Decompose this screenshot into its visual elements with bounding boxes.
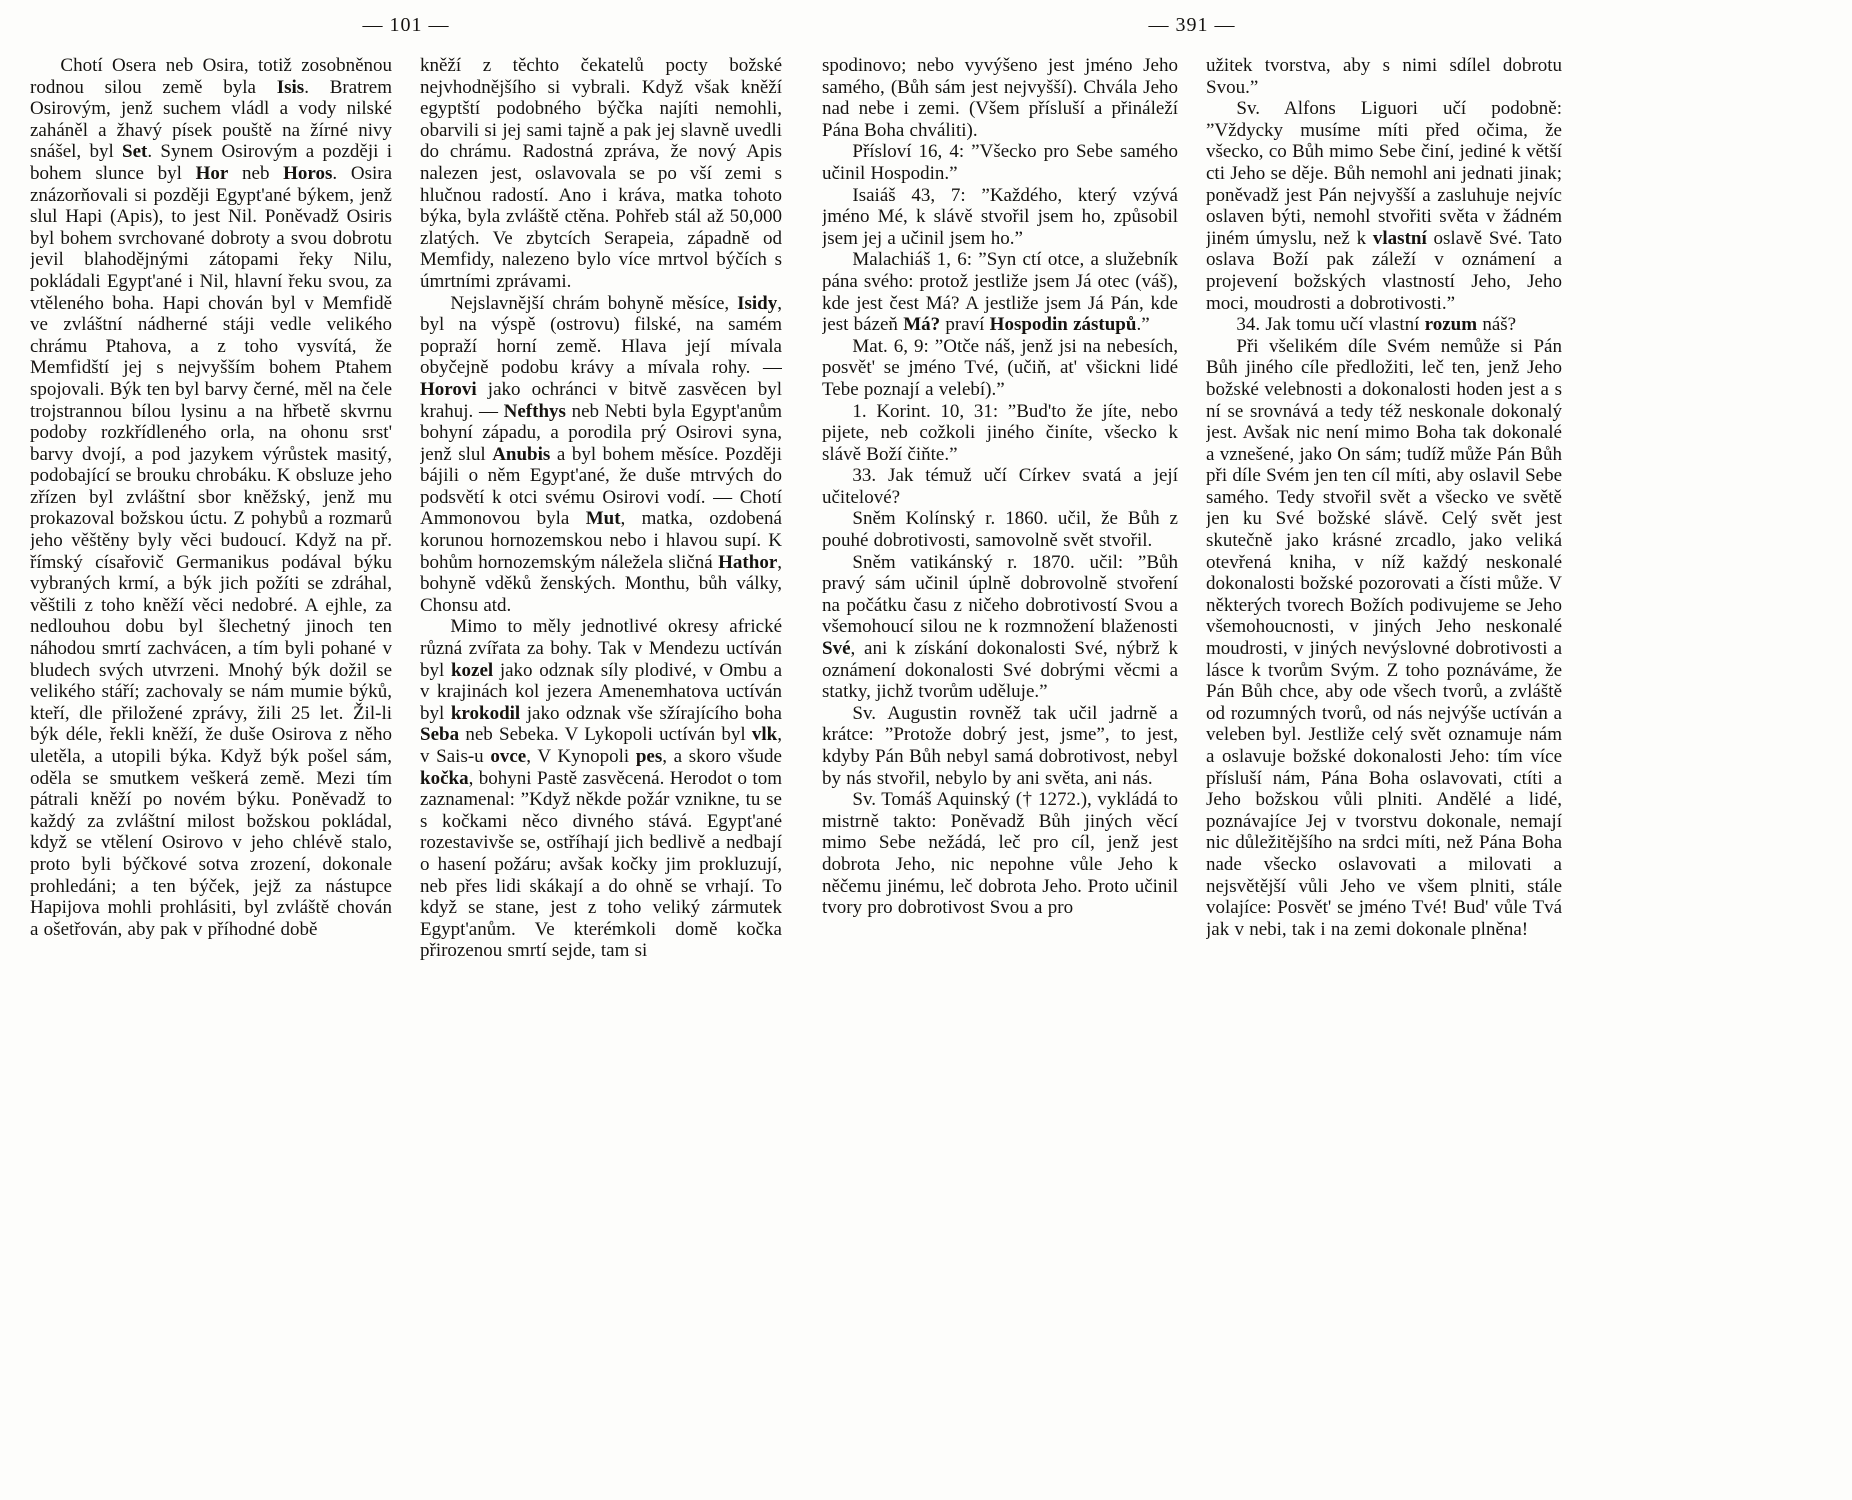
page-101 <box>30 14 782 1240</box>
paragraph: kněží z těchto čekatelů pocty božské nejvhodnějšího si vybrali. Když však kněží egyptští podobného býčka najíti nemohli, obarvili si jej sami tajně a pak jej slavně uvedli do chrámu. Radostná zpráva, že nový Apis nalezen jest, oslavovala se po vší zemi s hlučnou radostí. Ano i kráva, matka tohoto býka, byla zvláště ctěna. Pohřeb stál až 50,000 zlatých. Ve zbytcích Serapeia, západně od Memfidy, nalezeno bylo více mrtvol býčích s úmrtními zprávami. <box>420 55 782 292</box>
paragraph: 1. Korint. 10, 31: ”Bud'to že jíte, nebo pijete, neb cožkoli jiného činíte, všecko k slávě Boží čiňte.” <box>822 400 1178 465</box>
page-101-columns <box>30 55 782 1240</box>
paragraph: Sv. Alfons Liguori učí podobně: ”Vždycky musíme míti před očima, že všecko, co Bůh mimo Sebe činí, jediné k větší cti Jeho se děje. Bůh nemohl ani jednati jinak; poněvadž jest Pán nejvyšší a zasluhuje nejvíc oslaven býti, nemohl stvořiti světa v žádném jiném úmyslu, než k vlastní oslavě Své. Tato oslava Boží pak záleží v oznámení a projevení božských vlastností Jeho, Jeho moci, moudrosti a dobrotivosti.” <box>1206 98 1562 314</box>
paragraph: Sv. Tomáš Aquinský († 1272.), vykládá to mistrně takto: Poněvadž Bůh jiných věcí mimo Sebe nežádá, leč pro cíl, jenž jest dobrota Jeho, nic nepohne vůle Jeho k něčemu jinému, leč dobrota Jeho. Proto učinil tvory pro dobrotivost Svou a pro <box>822 789 1178 919</box>
page-number-right: — 391 — <box>1148 14 1236 36</box>
paragraph: Přísloví 16, 4: ”Všecko pro Sebe samého učinil Hospodin.” <box>822 141 1178 184</box>
paragraph: Chotí Osera neb Osira, totiž zosobněnou rodnou silou země byla Isis. Bratrem Osirovým, jenž suchem vládl a vody nilské zaháněl a žhavý písek pouště na žírné nivy snášel, byl Set. Synem Osirovým a později i bohem slunce byl Hor neb Horos. Osira znázorňovali si později Egypt'ané býkem, jenž slul Hapi (Apis), to jest Nil. Poněvadž Osiris byl bohem svrchované dobroty a svou dobrotu jevil blahodějnými zátopami řeky Nilu, pokládali Egypt'ané i Nil, hlavní řeku svou, za vtěleného boha. Hapi chován byl v Memfidě ve zvláštní nádherné stáji vedle velikého chrámu Ptahova, a z toho vysvítá, že Memfidští jej s nejvyšším bohem Ptahem spojovali. Býk ten byl barvy černé, měl na čele trojstrannou bílou lysinu a na hřbetě skvrnu podoby rozkřídleného orla, na ohonu srst' barvy dvojí, a pod jazykem výrůstek masitý, podobající se brouku chrobáku. K obsluze jeho zřízen byl zvláštní sbor kněžský, jenž mu prokazoval božskou úctu. Z pohybů a rozmarů jeho věštěny byly věci budoucí. Když na př. římský císařovič Germanikus podával býku vybraných krmí, a býk jich požíti se zdráhal, věštili z toho kněží věci nedobré. A ejhle, za nedlouhou dobu byl šlechetný jinoch ten náhodou smrtí zachvácen, a tím byli pohané v bludech svých utvrzeni. Mnohý býk dožil se velikého stáří; zachovaly se nám mumie býků, kteří, dle přiložené zprávy, žili 25 let. Žil-li býk déle, řekli kněží, že duše Osirova z něho uletěla, a utopili býka. Když býk pošel sám, oděla se smutkem veškerá země. Mezi tím pátrali kněží po novém býku. Poněvadž to každý za zvláštní milost božskou pokládal, když se vtělení Osirovo v jeho chlévě stalo, proto byli býčkové sotva zrození, dokonale prohledáni; a ten býček, jejž za nástupce Hapijova mohli prohlásiti, byl zvláště chován a ošetřován, aby pak v příhodné době <box>30 55 392 940</box>
page-number-left: — 101 — <box>362 14 450 36</box>
paragraph: Sněm Kolínský r. 1860. učil, že Bůh z pouhé dobrotivosti, samovolně svět stvořil. <box>822 508 1178 552</box>
page-101-column-1 <box>30 55 392 1240</box>
paragraph: užitek tvorstva, aby s nimi sdílel dobrotu Svou.” <box>1206 55 1562 98</box>
page-391-column-2 <box>1206 55 1562 1240</box>
page-391-column-1 <box>822 55 1178 1240</box>
paragraph: spodinovo; nebo vyvýšeno jest jméno Jeho samého, (Bůh sám jest nejvyšší). Chvála Jeho nad nebe i zemi. (Všem přísluší a přináleží Pána Boha chváliti). <box>822 55 1178 141</box>
page-391 <box>822 14 1562 1240</box>
paragraph: Sněm vatikánský r. 1870. učil: ”Bůh pravý sám učinil úplně dobrovolně stvoření na počátku času z ničeho dobrotivostí Svou a všemohoucí silou ne k rozmnožení blaženosti Své, ani k získání dokonalosti Své, nýbrž k oznámení dokonalosti Své dobrými věcmi a statky, jichž tvorům uděluje.” <box>822 551 1178 703</box>
paragraph: 34. Jak tomu učí vlastní rozum náš? <box>1236 314 1517 336</box>
page-101-column-2 <box>420 55 782 1240</box>
paragraph: 33. Jak témuž učí Církev svatá a její učitelové? <box>822 465 1178 508</box>
paragraph: Při všelikém díle Svém nemůže si Pán Bůh jiného cíle předložiti, leč ten, jenž Jeho božské velebnosti a dokonalosti hoden jest a s ní se srovnává a tedy též neskonale dokonalý jest. Avšak nic není mimo Boha tak dokonalé a vznešené, jako On sám; tudíž může Pán Bůh při díle Svém jen ten cíl míti, aby oslavil Sebe samého. Tedy stvořil svět a všecko ve světě jen ku Své božské slávě. Celý svět jest skutečně jako krásné zrcadlo, jako veliká otevřená kniha, v níž každý neskonalé dokonalosti božské pozorovati a čísti může. V některých tvorech Božích podivujeme se Jeho všemohoucnosti, v jiných Jeho neskonalé moudrosti, v jiných nevýslovné dobrotivosti a lásce k tvorům Svým. Z toho poznáváme, že Pán Bůh chce, aby ode všech tvorů, a zvláště od rozumných tvorů, od nás nejvýše uctíván a veleben byl. Jestliže celý svět oznamuje nám a oslavuje božské dokonalosti Jeho: tím více přísluší nám, Pána Boha oslavovati, ctíti a Jeho božskou vůli plniti. Andělé a lidé, poznávajíce Jej v tvorstvu dokonale, nemají nic důležitějšího na srdci míti, než Pána Boha nade všecko oslavovati a milovati a nejsvětější vůli Jeho ve všem plniti, stále volajíce: Posvět' se jméno Tvé! Bud' vůle Tvá jak v nebi, tak i na zemi dokonale plněna! <box>1206 335 1562 940</box>
paragraph: Mimo to měly jednotlivé okresy africké různá zvířata za bohy. Tak v Mendezu uctíván byl kozel jako odznak síly plodivé, v Ombu a v krajinách kol jezera Amenemhatova uctíván byl krokodil jako odznak vše sžírajícího boha Seba neb Sebeka. V Lykopoli uctíván byl vlk, v Sais-u ovce, V Kynopoli pes, a skoro všude kočka, bohyni Pastě zasvěcená. Herodot o tom zaznamenal: ”Když někde požár vznikne, tu se s kočkami něco divného stává. Egypt'ané rozestavivše se, ostříhají jich bedlivě a nedbají o hasení požáru; avšak kočky jim prokluzují, neb přes lidi skákají a do ohně se vrhají. To když se stane, jest z toho veliký zármutek Egypt'anům. Ve kterémkoli domě kočka přirozenou smrtí sejde, tam si <box>420 616 782 962</box>
paragraph: Nejslavnější chrám bohyně měsíce, Isidy, byl na výspě (ostrovu) filské, na samém popraží horní země. Hlava její mívala obyčejně podobu krávy a mívala rohy. — Horovi jako ochránci v bitvě zasvěcen byl krahuj. — Nefthys neb Nebti byla Egypt'anům bohyní západu, a porodila prý Osirovi syna, jenž slul Anubis a byl bohem měsíce. Později bájili o něm Egypt'ané, že duše mtrvých do podsvětí k otci svému Osirovi vodí. — Chotí Ammonovou byla Mut, matka, ozdobená korunou hornozemskou nebo i hlavou supí. K bohům hornozemským náležela sličná Hathor, bohyně vděků ženských. Monthu, bůh války, Chonsu atd. <box>420 292 782 616</box>
paragraph: Sv. Augustin rovněž tak učil jadrně a krátce: ”Protože dobrý jest, jsme”, to jest, kdyby Pán Bůh nebyl samá dobrotivost, nebyl by nás stvořil, nebylo by ani světa, ani nás. <box>822 702 1178 789</box>
paragraph: Malachiáš 1, 6: ”Syn ctí otce, a služebník pána svého: protož jestliže jsem Já otec (váš), kde jest čest Má? A jestliže jsem Já Pán, kde jest bázeň Má? praví Hospodin zástupů.” <box>822 249 1178 336</box>
paragraph: Mat. 6, 9: ”Otče náš, jenž jsi na nebesích, posvět' se jméno Tvé, (učiň, at' všickni lidé Tebe poznají a velebí).” <box>822 335 1178 400</box>
page-391-columns <box>822 55 1562 1240</box>
two-page-spread <box>30 14 1562 1240</box>
paragraph: Isaiáš 43, 7: ”Každého, který vzývá jméno Mé, k slávě stvořil jsem ho, způsobil jsem jej a učinil jsem ho.” <box>822 184 1178 249</box>
